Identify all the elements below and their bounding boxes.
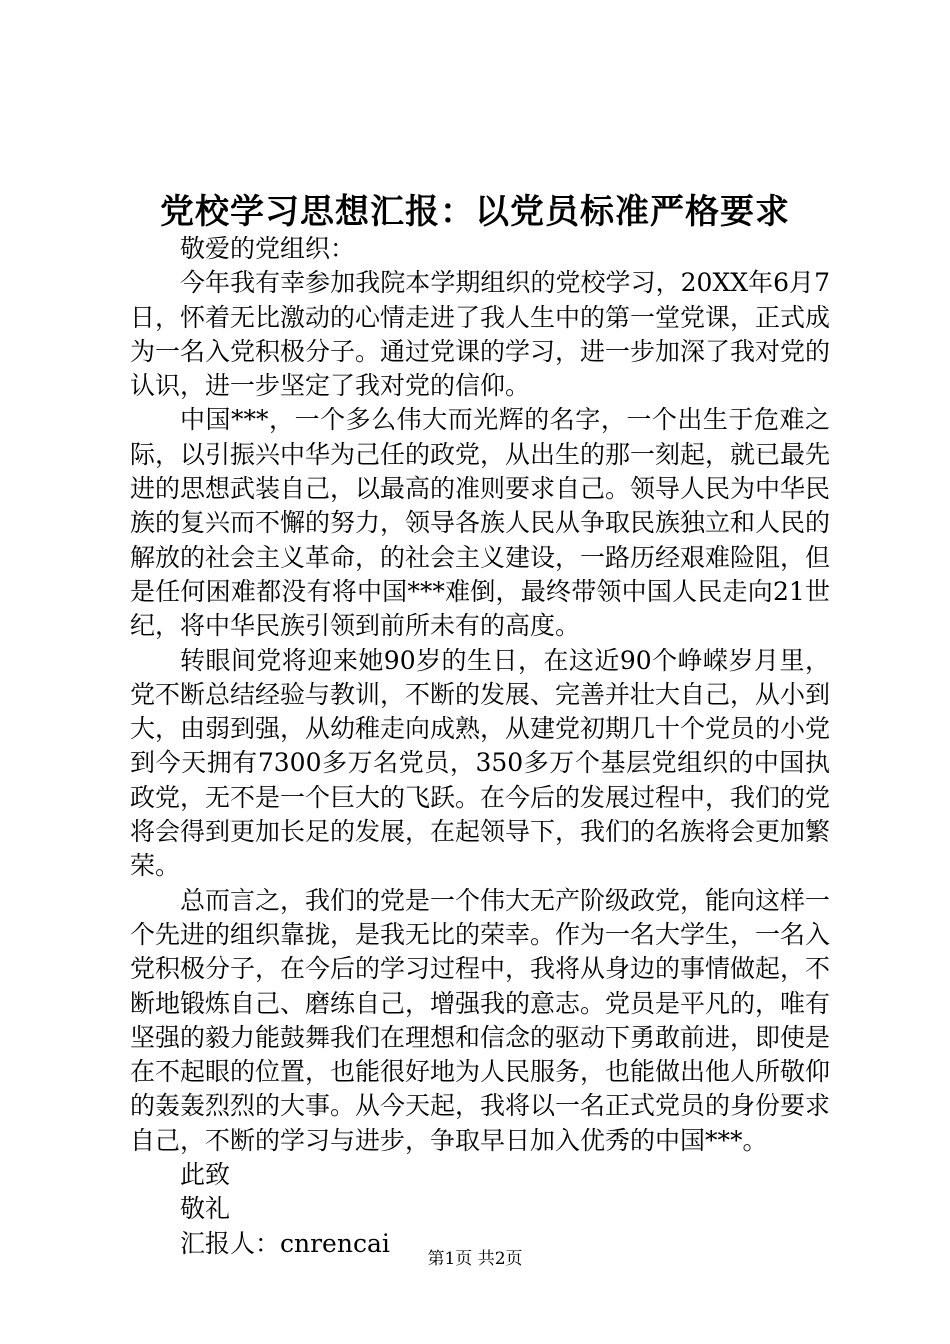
paragraph-1: 今年我有幸参加我院本学期组织的党校学习，20XX年6月7日，怀着无比激动的心情走进了我人生中的第一堂党课，正式成为一名入党积极分子。通过党课的学习，进一步加深了我对党的认识，进一步坚定了我对党的信仰。 [130,268,831,401]
paragraph-4: 总而言之，我们的党是一个伟大无产阶级政党，能向这样一个先进的组织靠拢，是我无比的荣幸。作为一名大学生，一名入党积极分子，在今后的学习过程中，我将从身边的事情做起，不断地锻炼自己、磨练自己，增强我的意志。党员是平凡的，唯有坚强的毅力能鼓舞我们在理想和信念的驱动下勇敢前进，即使是在不起眼的位置，也能很好地为人民服务，也能做出他人所敬仰的轰轰烈烈的大事。从今天起，我将以一名正式党员的身份要求自己，不断的学习与进步，争取早日加入优秀的中国***。 [130,885,831,1155]
salutation: 敬爱的党组织： [180,234,356,263]
closing-line-1: 此致 [180,1160,231,1190]
closing-line-2: 敬礼 [180,1194,231,1224]
paragraph-3: 转眼间党将迎来她90岁的生日，在这近90个峥嵘岁月里，党不断总结经验与教训，不断的发展、完善并壮大自己，从小到大，由弱到强，从幼稚走向成熟，从建党初期几十个党员的小党到今天拥有7300多万名党员，350多万个基层党组织的中国执政党，无不是一个巨大的飞跃。在今后的发展过程中，我们的党将会得到更加长足的发展，在起领导下，我们的名族将会更加繁荣。 [130,645,831,881]
paragraph-2: 中国***，一个多么伟大而光辉的名字，一个出生于危难之际，以引振兴中华为己任的政党，从出生的那一刻起，就已最先进的思想武装自己，以最高的准则要求自己。领导人民为中华民族的复兴而不懈的努力，领导各族人民从争取民族独立和人民的解放的社会主义革命，的社会主义建设，一路历经艰难险阻，但是任何困难都没有将中国***难倒，最终带领中国人民走向21世纪，将中华民族引领到前所未有的高度。 [130,405,831,641]
page-number-footer: 第1页 共2页 [427,1249,523,1269]
document-body [130,232,830,1261]
document-title: 党校学习思想汇报：以党员标准严格要求 [160,192,790,232]
reporter-signature: 汇报人：cnrencai [180,1228,390,1258]
